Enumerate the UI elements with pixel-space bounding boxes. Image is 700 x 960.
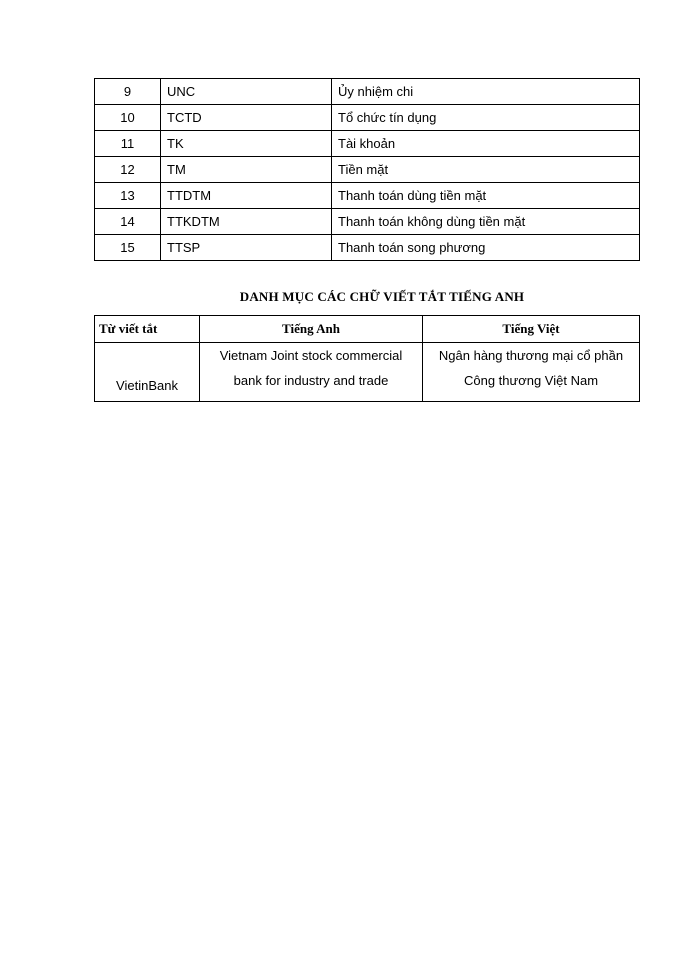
table-row: [95, 235, 640, 261]
row-number: 9: [95, 79, 161, 105]
column-header-abbreviation: Từ viết tắt: [95, 316, 200, 343]
table-row: [95, 209, 640, 235]
column-header-english: Tiếng Anh: [200, 316, 423, 343]
abbreviation: TTSP: [161, 235, 332, 261]
row-number: 12: [95, 157, 161, 183]
table-header-row: [95, 316, 640, 343]
meaning: Thanh toán không dùng tiền mặt: [332, 209, 640, 235]
english-meaning: [200, 343, 423, 402]
vn-abbreviation-table: [94, 78, 640, 261]
english-meaning-line: bank for industry and trade: [233, 373, 389, 388]
vietnamese-meaning: [423, 343, 640, 402]
table-row: [95, 79, 640, 105]
column-header-vietnamese: Tiếng Việt: [423, 316, 640, 343]
meaning: Tổ chức tín dụng: [332, 105, 640, 131]
abbreviation: TCTD: [161, 105, 332, 131]
row-number: 11: [95, 131, 161, 157]
table-row: [95, 131, 640, 157]
abbreviation: UNC: [161, 79, 332, 105]
table-row: [95, 183, 640, 209]
meaning: Ủy nhiệm chi: [332, 79, 640, 105]
meaning: Tiền mặt: [332, 157, 640, 183]
row-number: 15: [95, 235, 161, 261]
abbreviation: TTKDTM: [161, 209, 332, 235]
abbreviation: TM: [161, 157, 332, 183]
meaning: Thanh toán song phương: [332, 235, 640, 261]
abbreviation: VietinBank: [95, 343, 200, 402]
table-row: [95, 105, 640, 131]
row-number: 14: [95, 209, 161, 235]
table-row: [95, 343, 640, 402]
abbreviation: TK: [161, 131, 332, 157]
abbreviation: TTDTM: [161, 183, 332, 209]
vietnamese-meaning-line: Công thương Việt Nam: [463, 373, 599, 388]
row-number: 13: [95, 183, 161, 209]
english-meaning-line: Vietnam Joint stock commercial: [219, 348, 403, 363]
en-abbreviation-table: [94, 315, 640, 402]
row-number: 10: [95, 105, 161, 131]
meaning: Thanh toán dùng tiền mặt: [332, 183, 640, 209]
section-title: DANH MỤC CÁC CHỮ VIẾT TẮT TIẾNG ANH: [239, 289, 525, 304]
table-row: [95, 157, 640, 183]
meaning: Tài khoản: [332, 131, 640, 157]
vietnamese-meaning-line: Ngân hàng thương mại cổ phần: [438, 348, 624, 363]
